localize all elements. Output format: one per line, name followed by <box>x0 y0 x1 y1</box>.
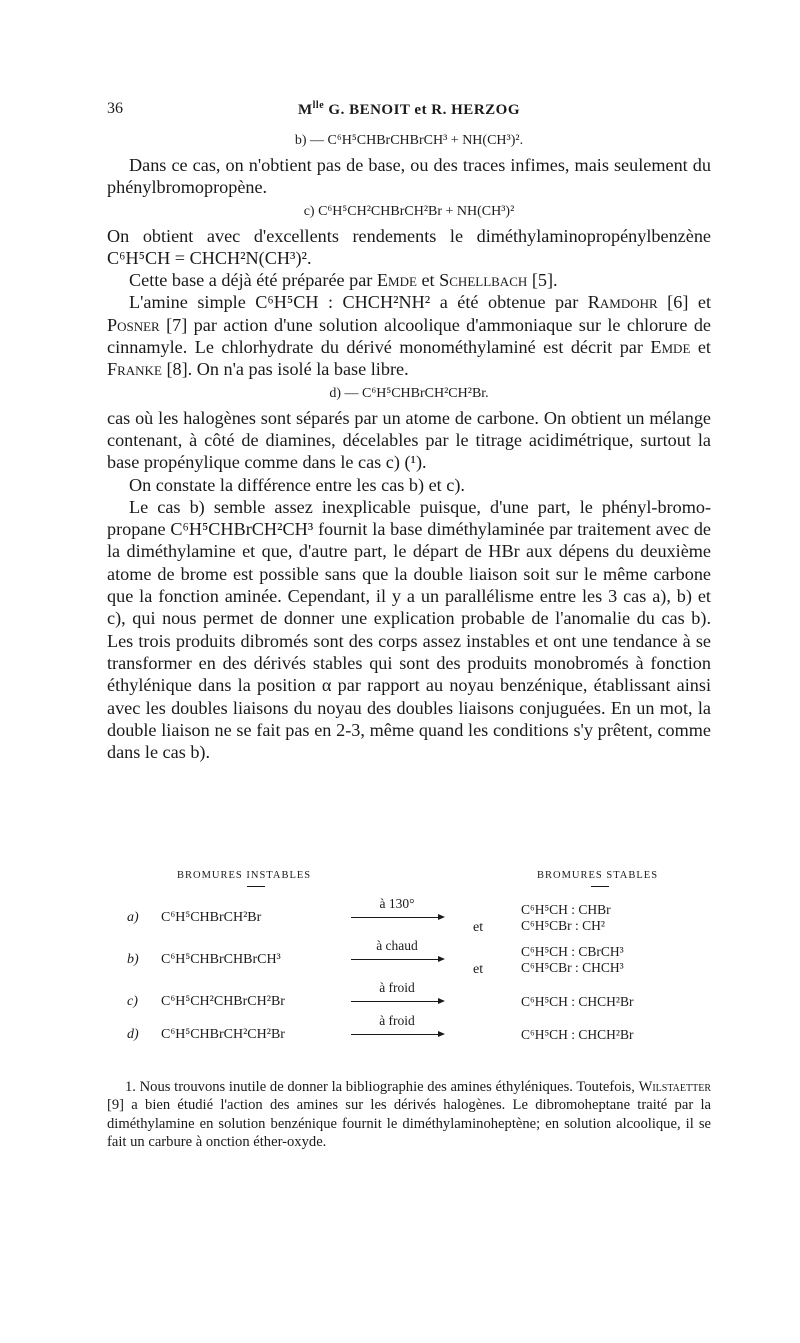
footnote-text-2: [9] a bien étudié l'action des amines sur les dérivés halogènes. Le dibromoheptane traité par la diméthylamine en solution benzénique fournit le diméthylaminoheptène; en solution alcoolique, il se fait un carbure à onction éther-oxyde. <box>107 1097 711 1150</box>
right-arrow-icon <box>351 1001 443 1002</box>
p4-text-5: [8]. On n'a pas isolé la base libre. <box>161 359 409 380</box>
row-label: a) <box>127 910 139 925</box>
header-underline-right <box>591 886 609 887</box>
conjunction-et: et <box>473 962 484 977</box>
product-1: C⁶H⁵CH : CBrCH³ <box>521 944 624 959</box>
paragraph-6: On constate la différence entre les cas b) et c). <box>129 474 465 495</box>
paragraph-7: Le cas b) semble assez inexplicable puisque, d'une part, le phényl-bromo-propane C⁶H⁵CHBrCH²CH³ fournit la base diméthylaminée par traitement avec de la diméthylamine et que, d'autre part, le départ de HBr aux dépens du deuxième atome de brome est possible sans que la double liaison soit sur le même carbone que la fonction aminée. Cependant, il y a un parallélisme entre les 3 cas a), b) et c), qui nous permet de donner une explication probable de l'anomalie du cas b). Les trois produits dibromés sont des corps assez instables et ont une tendance à se transformer en des dérivés stables qui sont des produits monobromés à fonction éthylénique dans la position α par rapport au noyau benzénique, établissant ainsi avec les doubles liaisons du noyau des doubles liaisons conjuguées. En un mot, la double liaison ne se fait pas en 2-3, même quand les conditions s'y prêtent, comme dans le cas b). <box>107 496 711 763</box>
p4-text-4: et <box>690 337 711 358</box>
product-1: C⁶H⁵CH : CHCH²Br <box>521 1027 634 1042</box>
paragraph-2: On obtient avec d'excellents rendements le diméthylaminopropénylbenzène C⁶H⁵CH = CHCH²N(CH³)². <box>107 225 711 268</box>
author-wilstaetter: Wilstaetter <box>638 1079 711 1095</box>
condition: à froid <box>379 1013 415 1028</box>
main-text <box>107 128 711 763</box>
paragraph-3 <box>107 269 711 291</box>
scheme-row-d <box>107 1013 711 1057</box>
product-1: C⁶H⁵CH : CHBr <box>521 902 611 917</box>
p3-text-1: Cette base a déjà été préparée par <box>129 270 377 291</box>
author-ramdohr: Ramdohr <box>587 292 658 313</box>
scheme-row-a <box>107 896 711 940</box>
p4-text-3: [7] par action d'une solution alcoolique d'ammoniaque sur le chlorure de cinnamyle. Le chlorhydrate du dérivé monométhylaminé est décrit par <box>107 314 711 358</box>
page-number: 36 <box>107 100 123 117</box>
reactant: C⁶H⁵CHBrCH²Br <box>161 910 262 925</box>
row-label: d) <box>127 1027 139 1042</box>
author-emde-2: Emde <box>650 337 691 358</box>
reactant: C⁶H⁵CH²CHBrCH²Br <box>161 994 285 1009</box>
p3-text-3: [5]. <box>527 270 558 291</box>
running-head <box>107 100 711 119</box>
paragraph-4 <box>107 291 711 380</box>
paragraph-5: cas où les halogènes sont séparés par un atome de carbone. On obtient un mélange contenant, à côté de diamines, décelables par le titrage acidimétrique, surtout la base propénylique comme dans le cas c) (¹). <box>107 407 711 473</box>
author-emde: Emde <box>376 270 417 291</box>
right-arrow-icon <box>351 917 443 918</box>
header-unstable-bromides: BROMURES INSTABLES <box>177 870 312 881</box>
header-stable-bromides: BROMURES STABLES <box>537 870 659 881</box>
page-header <box>107 100 711 122</box>
footnote-text-1: 1. Nous trouvons inutile de donner la bibliographie des amines éthyléniques. Toutefois, <box>125 1079 639 1095</box>
header-underline-left <box>247 886 265 887</box>
condition: à froid <box>379 980 415 995</box>
running-head-sup: lle <box>312 100 325 111</box>
product-1: C⁶H⁵CH : CHCH²Br <box>521 994 634 1009</box>
condition: à 130° <box>379 896 415 911</box>
author-posner: Posner <box>107 314 160 335</box>
product-2: C⁶H⁵CBr : CHCH³ <box>521 960 624 975</box>
right-arrow-icon <box>351 1034 443 1035</box>
product-2: C⁶H⁵CBr : CH² <box>521 918 605 933</box>
p4-text-1: L'amine simple C⁶H⁵CH : CHCH²NH² a été obtenue par <box>129 292 588 313</box>
equation-d: d) — C⁶H⁵CHBrCH²CH²Br. <box>329 385 489 401</box>
equation-c: c) C⁶H⁵CH²CHBrCH²Br + NH(CH³)² <box>303 203 515 219</box>
p3-text-2: et <box>416 270 440 291</box>
conjunction-et: et <box>473 920 484 935</box>
running-head-authors: G. BENOIT et R. HERZOG <box>324 102 520 118</box>
row-label: b) <box>127 952 139 967</box>
reaction-scheme <box>107 866 711 1056</box>
scheme-row-b <box>107 938 711 982</box>
equation-b: b) — C⁶H⁵CHBrCHBrCH³ + NH(CH³)². <box>294 133 524 148</box>
author-franke: Franke <box>107 359 162 380</box>
reactant: C⁶H⁵CHBrCH²CH²Br <box>161 1027 285 1042</box>
author-schellbach: Schellbach <box>439 270 528 291</box>
reactant: C⁶H⁵CHBrCHBrCH³ <box>161 952 281 967</box>
footnote <box>107 1078 711 1151</box>
right-arrow-icon <box>351 959 443 960</box>
condition: à chaud <box>376 938 418 953</box>
running-head-prefix: M <box>297 102 313 118</box>
paragraph-1: Dans ce cas, on n'obtient pas de base, ou des traces infimes, mais seulement du phénylbromopropène. <box>107 155 711 198</box>
p4-text-2: [6] et <box>657 292 711 313</box>
row-label: c) <box>127 994 138 1009</box>
